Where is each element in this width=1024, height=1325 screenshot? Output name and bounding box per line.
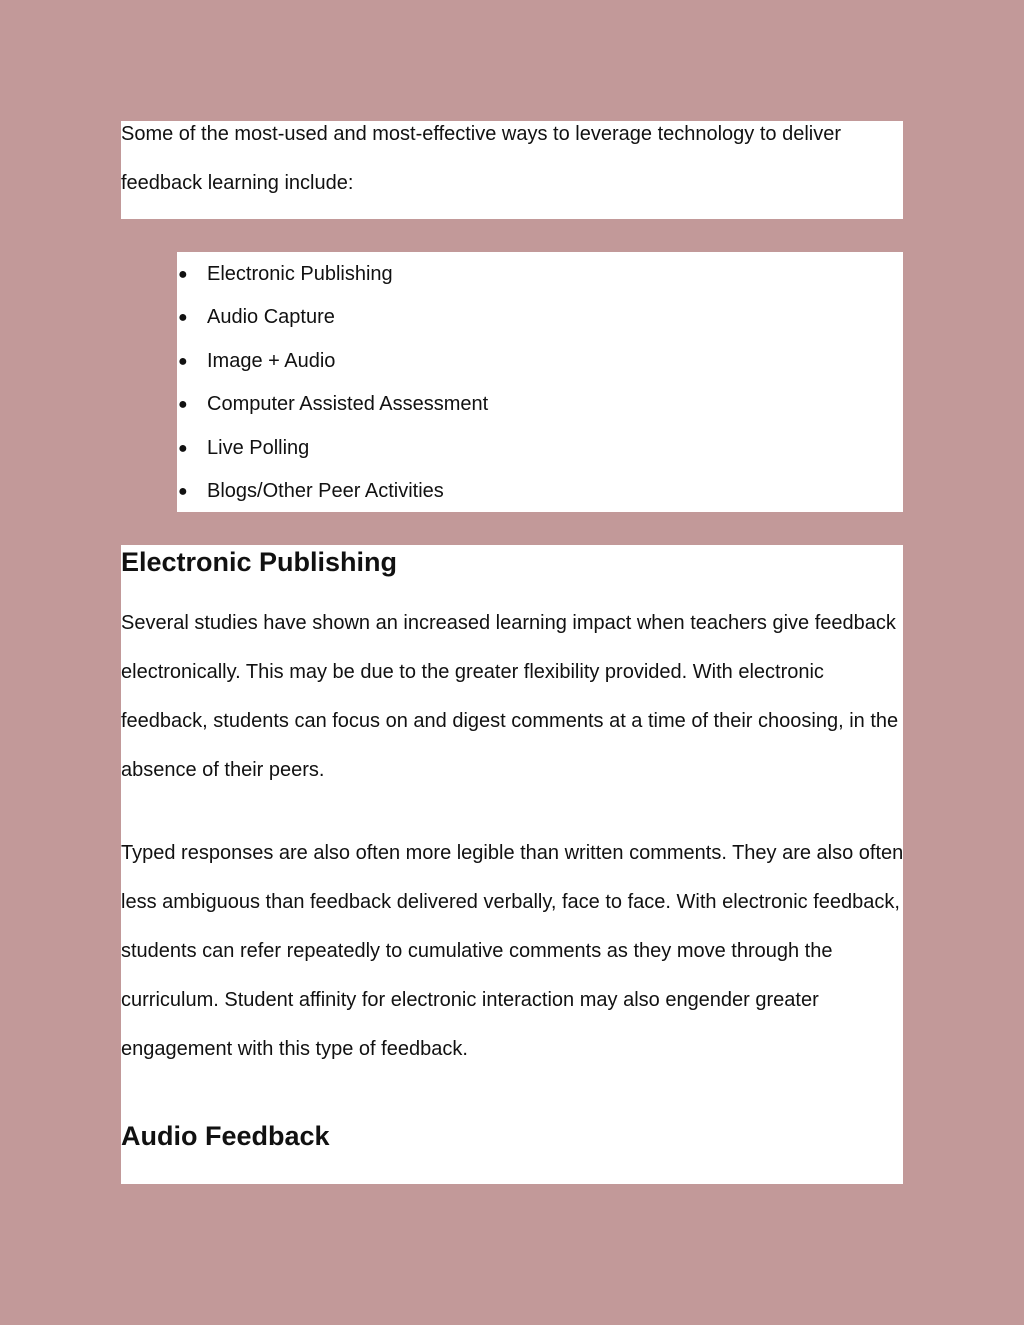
bullet-icon: ● xyxy=(178,352,188,370)
list-item-label: Computer Assisted Assessment xyxy=(207,393,489,416)
paragraph: Typed responses are also often more legible than written comments. They are also often less ambiguous than feedback delivered verbally, face to face. With electronic feedback, students can refer repeatedly to cumulative comments as they move through the curriculum. Student affinity for electronic interaction may also engender greater engagement with this type of feedback. xyxy=(121,842,904,1060)
bullet-icon: ● xyxy=(178,266,188,283)
bullet-icon: ● xyxy=(178,482,188,500)
section-heading-audio-feedback: Audio Feedback xyxy=(121,1121,330,1151)
methods-list-section xyxy=(177,252,903,512)
intro-section xyxy=(121,121,903,219)
methods-list xyxy=(177,253,903,513)
section-heading-electronic-publishing: Electronic Publishing xyxy=(121,547,398,577)
list-item xyxy=(177,470,903,513)
list-item xyxy=(177,427,903,470)
bullet-icon: ● xyxy=(178,309,188,327)
list-item-label: Blogs/Other Peer Activities xyxy=(207,479,444,502)
list-item-label: Electronic Publishing xyxy=(207,263,393,285)
list-item xyxy=(177,253,903,296)
list-item xyxy=(177,340,903,383)
list-item-label: Audio Capture xyxy=(207,306,335,329)
list-item-label: Live Polling xyxy=(207,436,310,459)
bullet-icon: ● xyxy=(178,396,188,414)
bullet-icon: ● xyxy=(178,439,188,457)
paragraph: Several studies have shown an increased learning impact when teachers give feedback electronically. This may be due to the greater flexibility provided. With electronic feedback, students can focus on and digest comments at a time of their choosing, in the absence of their peers. xyxy=(121,612,899,781)
list-item xyxy=(177,296,903,339)
list-item-label: Image + Audio xyxy=(207,349,336,372)
content-section xyxy=(121,545,903,1184)
intro-text: Some of the most-used and most-effective ways to leverage technology to deliver feedback learning include: xyxy=(121,123,842,194)
list-item xyxy=(177,383,903,426)
